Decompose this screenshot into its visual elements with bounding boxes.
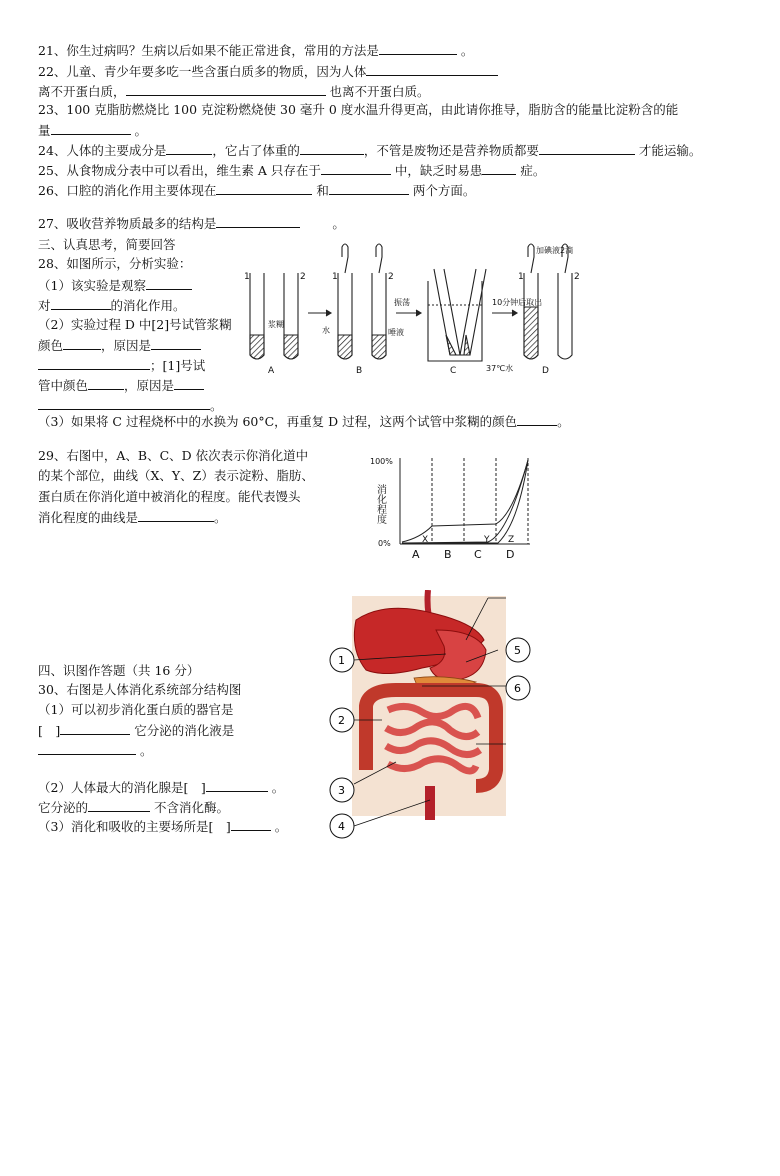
svg-text:2: 2: [388, 272, 394, 282]
q28-blank-6[interactable]: [88, 376, 124, 390]
curve-label-z: Z: [508, 535, 515, 545]
tube-a2: [284, 273, 298, 359]
q30-p3: （3）消化和吸收的主要场所是[ ] 。: [38, 819, 288, 834]
q28-p2-line5: 。: [38, 396, 223, 415]
label-paste: 浆糊: [268, 320, 284, 329]
svg-text:6: 6: [514, 682, 521, 695]
q30-p1: （1）可以初步消化蛋白质的器官是: [38, 702, 234, 717]
q24-blank-2[interactable]: [300, 141, 364, 155]
experiment-diagram: [238, 243, 582, 375]
q30-p1-line2: [ ] 它分泌的消化液是: [38, 723, 235, 738]
y-max-label: 100%: [370, 457, 393, 466]
region-b: B: [444, 548, 452, 561]
q21-blank[interactable]: [379, 41, 457, 55]
q21: 21、你生过病吗？生病以后如果不能正常进食，常用的方法是 。: [38, 43, 474, 58]
q29-l4: 消化程度的曲线是 。: [38, 510, 227, 525]
q30-blank-4[interactable]: [88, 798, 150, 812]
y-axis-label-1: 消化程度: [374, 484, 386, 524]
q28-blank-7[interactable]: [174, 376, 204, 390]
label-a2: 2: [300, 272, 306, 282]
svg-text:4: 4: [338, 820, 345, 833]
q30-blank-5[interactable]: [231, 817, 271, 831]
q22: 22、儿童、青少年要多吃一些含蛋白质多的物质，因为人体: [38, 62, 498, 81]
q28-blank-1[interactable]: [146, 276, 192, 290]
q28-p2-line2: 颜色 ，原因是: [38, 336, 201, 355]
section-4-heading: 四、识图作答题（共 16 分）: [38, 663, 200, 678]
svg-text:1: 1: [338, 654, 345, 667]
label-a1: 1: [244, 272, 250, 282]
q28-p1-line2: 对 的消化作用。: [38, 298, 186, 313]
q29-l2: 的某个部位，曲线（X、Y、Z）表示淀粉、脂肪、: [38, 468, 314, 483]
q30-blank-1[interactable]: [60, 721, 130, 735]
q28-p2-line3: ；[1]号试: [38, 356, 205, 375]
q26: 26、口腔的消化作用主要体现在 和 两个方面。: [38, 183, 476, 198]
q22-blank-1[interactable]: [366, 62, 498, 76]
q21-text: 21、你生过病吗？生病以后如果不能正常进食，常用的方法是: [38, 43, 379, 58]
q26-blank-2[interactable]: [329, 181, 409, 195]
q24: 24、人体的主要成分是 ，它占了体重的 ，不管是废物还是营养物质都要 才能运输。: [38, 143, 702, 158]
q28-blank-4[interactable]: [151, 336, 201, 350]
q23-line2: 量 。: [38, 123, 148, 138]
region-d: D: [506, 548, 515, 561]
q29-l3: 蛋白质在你消化道中被消化的程度。能代表馒头: [38, 489, 301, 504]
section-3-heading: 三、认真思考，简要回答: [38, 237, 176, 252]
q28-blank-3[interactable]: [63, 336, 101, 350]
q30-p2: （2）人体最大的消化腺是[ ] 。: [38, 780, 285, 795]
label-B: B: [356, 366, 363, 375]
label-shake: 振荡: [394, 298, 410, 307]
q27: 27、吸收营养物质最多的结构是 。: [38, 216, 345, 231]
q30-blank-2[interactable]: [38, 741, 136, 755]
svg-text:1: 1: [518, 272, 524, 282]
q28-title: 28、如图所示，分析实验：: [38, 256, 192, 271]
q28-blank-9[interactable]: [517, 412, 557, 426]
q22-blank-2[interactable]: [126, 82, 326, 96]
label-C: C: [450, 366, 457, 375]
q30-p1-line3: 。: [38, 741, 153, 760]
q28-p2-line4: 管中颜色 ，原因是: [38, 376, 204, 395]
svg-text:5: 5: [514, 644, 521, 657]
q28-blank-5[interactable]: [38, 356, 150, 370]
q25-blank-2[interactable]: [482, 161, 516, 175]
curve-label-y: Y: [484, 535, 490, 545]
tube-d2: [558, 244, 572, 359]
tube-b1: [338, 244, 352, 359]
q24-blank-3[interactable]: [539, 141, 635, 155]
label-saliva: 唾液: [388, 328, 404, 337]
curve-label-x: X: [422, 535, 429, 545]
region-a: A: [412, 548, 420, 561]
q27-blank[interactable]: [216, 214, 300, 228]
q30-title: 30、右图是人体消化系统部分结构图: [38, 682, 242, 697]
q23-blank[interactable]: [51, 121, 131, 135]
svg-text:2: 2: [574, 272, 580, 282]
q28-p1: （1）该实验是观察: [38, 276, 192, 295]
curve-z: [402, 460, 528, 543]
svg-text:3: 3: [338, 784, 345, 797]
label-D: D: [542, 366, 549, 375]
beaker: [428, 269, 486, 361]
tube-a1: [250, 273, 264, 359]
label-iodine: 加碘液2滴: [536, 246, 574, 255]
q28-blank-2[interactable]: [51, 296, 111, 310]
q28-p2: （2）实验过程 D 中[2]号试管浆糊: [38, 317, 232, 332]
y-min-label: 0%: [378, 539, 391, 548]
label-water: 水: [322, 326, 330, 335]
q30-p2-line2: 它分泌的 不含消化酶。: [38, 800, 230, 815]
digestive-system-diagram: [326, 590, 532, 842]
q24-blank-1[interactable]: [166, 141, 212, 155]
q30-blank-3[interactable]: [206, 778, 268, 792]
q28-blank-8[interactable]: [38, 396, 210, 410]
digestion-curve-chart: [368, 454, 534, 566]
q28-p3: （3）如果将 C 过程烧杯中的水换为 60°C，再重复 D 过程，这两个试管中浆糊的颜色 。: [38, 414, 570, 429]
curve-x: [402, 460, 528, 542]
label-temp: 37℃水: [486, 364, 514, 373]
q29-blank[interactable]: [138, 508, 214, 522]
q26-blank-1[interactable]: [216, 181, 312, 195]
q25: 25、从食物成分表中可以看出，维生素 A 只存在于 中，缺乏时易患 症。: [38, 163, 546, 178]
q29-l1: 29、右图中，A、B、C、D 依次表示你消化道中: [38, 448, 309, 463]
tube-b2: [372, 244, 386, 359]
region-c: C: [474, 548, 482, 561]
curve-y: [402, 460, 528, 543]
q22-line2: 离不开蛋白质， 也离不开蛋白质。: [38, 84, 430, 99]
svg-text:1: 1: [332, 272, 338, 282]
q23: 23、100 克脂肪燃烧比 100 克淀粉燃烧使 30 毫升 0 度水温升得更高，由此请你推导，脂肪含的能量比淀粉含的能: [38, 102, 679, 117]
svg-text:2: 2: [338, 714, 345, 727]
q25-blank-1[interactable]: [321, 161, 391, 175]
label-A: A: [268, 366, 275, 375]
label-after: 10分钟后取出: [492, 298, 543, 307]
